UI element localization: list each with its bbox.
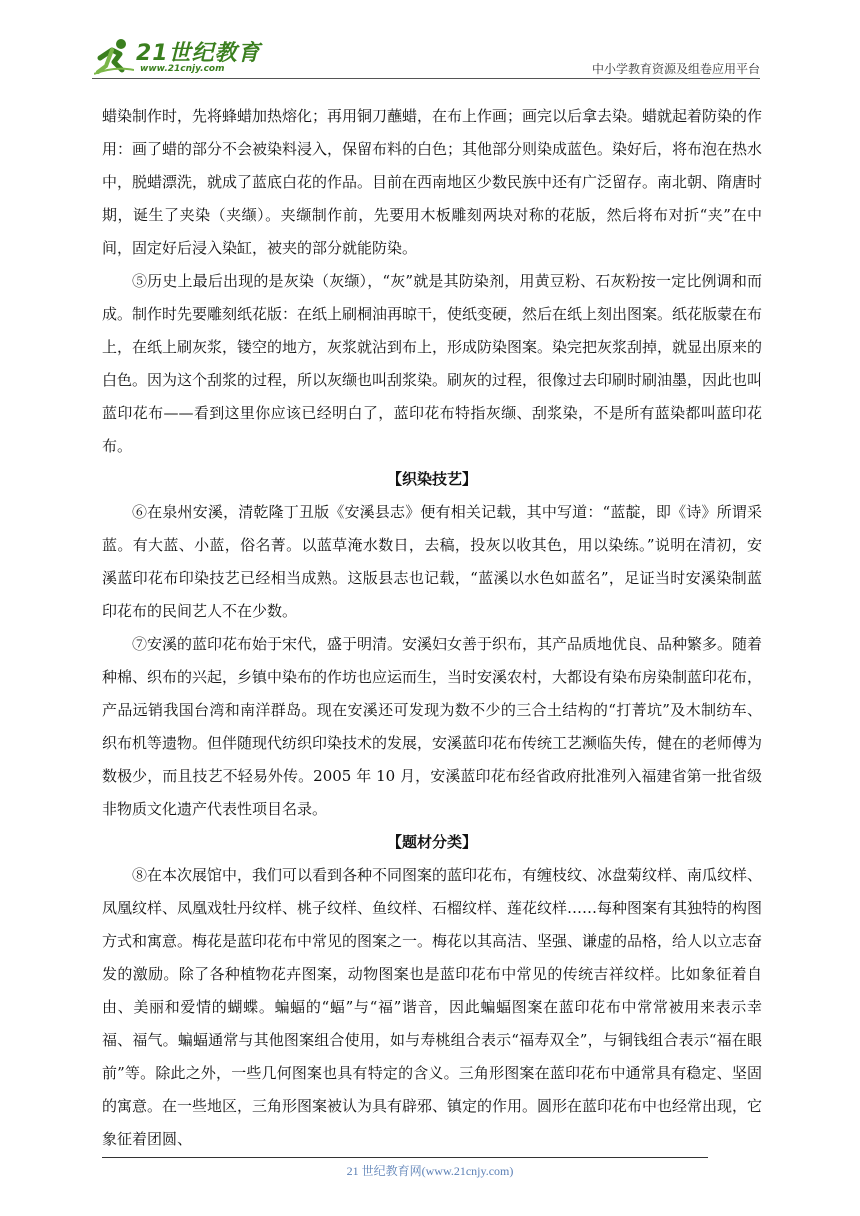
page-footer[interactable]: 21 世纪教育网(www.21cnjy.com) — [346, 1164, 514, 1178]
header-divider — [92, 78, 760, 79]
page-header — [92, 30, 760, 80]
document-body — [102, 100, 762, 1156]
paragraph-8: ⑧在本次展馆中，我们可以看到各种不同图案的蓝印花布，有缠枝纹、冰盘菊纹样、南瓜纹样、凤凰纹样、凤凰戏牡丹纹样、桃子纹样、鱼纹样、石榴纹样、莲花纹样……每种图案有其独特的构图方式和寓意。梅花是蓝印花布中常见的图案之一。梅花以其高洁、坚强、谦虚的品格，给人以立志奋发的激励。除了各种植物花卉图案，动物图案也是蓝印花布中常见的传统吉祥纹样。比如象征着自由、美丽和爱情的蝴蝶。蝙蝠的“蝠”与“福”谐音，因此蝙蝠图案在蓝印花布中常常被用来表示幸福、福气。蝙蝠通常与其他图案组合使用，如与寿桃组合表示“福寿双全”，与铜钱组合表示“福在眼前”等。除此之外，一些几何图案也具有特定的含义。三角形图案在蓝印花布中通常具有稳定、坚固的寓意。在一些地区，三角形图案被认为具有辟邪、镇定的作用。圆形在蓝印花布中也经常出现，它象征着团圆、 — [102, 866, 763, 1148]
platform-name: 中小学教育资源及组卷应用平台 — [591, 62, 760, 76]
logo-text: 21世纪教育 — [136, 41, 261, 66]
paragraph-5: ⑤历史上最后出现的是灰染（灰缬），“灰”就是其防染剂，用黄豆粉、石灰粉按一定比例调和而成。制作时先要雕刻纸花版：在纸上刷桐油再晾干，使纸变硬，然后在纸上刻出图案。纸花版蒙在布上，在纸上刷灰浆，镂空的地方，灰浆就沾到布上，形成防染图案。染完把灰浆刮掉，就显出原来的白色。因为这个刮浆的过程，所以灰缬也叫刮浆染。刷灰的过程，很像过去印刷时刷油墨，因此也叫蓝印花布——看到这里你应该已经明白了，蓝印花布特指灰缬、刮浆染，不是所有蓝染都叫蓝印花布。 — [102, 272, 763, 455]
site-logo[interactable] — [92, 34, 262, 78]
logo-url: www.21cnjy.com — [140, 64, 225, 74]
runner-logo-icon — [94, 36, 134, 76]
paragraph-6: ⑥在泉州安溪，清乾隆丁丑版《安溪县志》便有相关记载，其中写道：“蓝靛，即《诗》所谓采蓝。有大蓝、小蓝，俗名菁。以蓝草淹水数日，去稿，投灰以收其色，用以染练。”说明在清初，安溪蓝印花布印染技艺已经相当成熟。这版县志也记载，“蓝溪以水色如蓝名”，足证当时安溪染制蓝印花布的民间艺人不在少数。 — [102, 503, 762, 620]
section-title-themes: 【题材分类】 — [386, 833, 477, 851]
paragraph-7: ⑦安溪的蓝印花布始于宋代，盛于明清。安溪妇女善于织布，其产品质地优良、品种繁多。随着种棉、织布的兴起，乡镇中染布的作坊也应运而生，当时安溪农村，大都设有染布房染制蓝印花布，产品远销我国台湾和南洋群岛。现在安溪还可发现为数不少的三合土结构的“打菁坑”及木制纺车、织布机等遗物。但伴随现代纺织印染技术的发展，安溪蓝印花布传统工艺濒临失传，健在的老师傅为数极少，而且技艺不轻易外传。2005 年 10 月，安溪蓝印花布经省政府批准列入福建省第一批省级非物质文化遗产代表性项目名录。 — [102, 635, 763, 818]
footer-divider — [102, 1157, 708, 1158]
section-title-weaving: 【织染技艺】 — [386, 470, 477, 488]
paragraph-continued: 蜡染制作时，先将蜂蜡加热熔化；再用铜刀蘸蜡，在布上作画；画完以后拿去染。蜡就起着防染的作用：画了蜡的部分不会被染料浸入，保留布料的白色；其他部分则染成蓝色。染好后，将布泡在热水中，脱蜡漂洗，就成了蓝底白花的作品。目前在西南地区少数民族中还有广泛留存。南北朝、隋唐时期，诞生了夹染（夹缬）。夹缬制作前，先要用木板雕刻两块对称的花版，然后将布对折“夹”在中间，固定好后浸入染缸，被夹的部分就能防染。 — [102, 107, 763, 257]
